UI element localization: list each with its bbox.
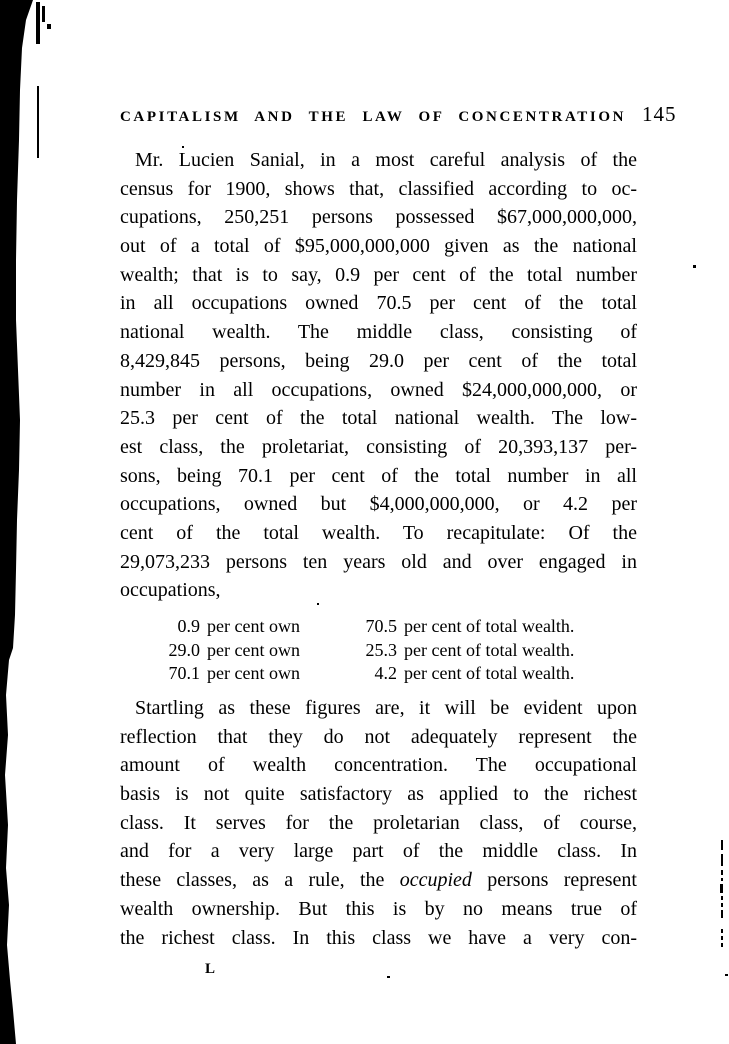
text-line: cupations, 250,251 persons possessed $67,000,000,000, bbox=[120, 206, 637, 229]
pct-own-value: 70.1 bbox=[168, 663, 200, 683]
pct-own-value: 0.9 bbox=[177, 616, 200, 636]
text-line: sons, being 70.1 per cent of the total number in all bbox=[120, 464, 637, 487]
pct-wealth-value: 70.5 bbox=[365, 616, 397, 636]
recap-table-row bbox=[120, 662, 574, 686]
text-line: number in all occupations, owned $24,000,000,000, or bbox=[120, 378, 637, 401]
paragraph-2 bbox=[120, 694, 637, 952]
binding-smudge-artifact bbox=[42, 6, 45, 22]
page-number: 145 bbox=[642, 102, 677, 126]
text-line: cent of the total wealth. To recapitulate: Of the bbox=[120, 521, 637, 544]
recap-table-row bbox=[120, 615, 574, 639]
paragraph-1 bbox=[120, 146, 637, 605]
text-line: national wealth. The middle class, consisting of bbox=[120, 321, 637, 344]
text-line-with-italic bbox=[120, 866, 637, 895]
text-line: Startling as these figures are, it will be evident upon bbox=[135, 697, 637, 719]
binding-smudge-artifact bbox=[36, 2, 40, 44]
pct-own-label: per cent own bbox=[207, 639, 300, 660]
pct-own-value: 29.0 bbox=[168, 639, 200, 660]
text-line: 29,073,233 persons ten years old and over engaged in bbox=[120, 550, 637, 573]
binding-smudge-artifact bbox=[37, 86, 39, 158]
running-head bbox=[120, 102, 677, 127]
pct-own-label: per cent own bbox=[207, 663, 300, 683]
text-line: est class, the proletariat, consisting of 20,393,137 per- bbox=[120, 435, 637, 458]
scan-dashed-line-artifact bbox=[720, 840, 723, 947]
pct-wealth-value: 4.2 bbox=[374, 663, 397, 683]
binding-shadow-artifact bbox=[0, 0, 33, 1044]
pct-wealth-value: 25.3 bbox=[365, 639, 397, 660]
text-line: 8,429,845 persons, being 29.0 per cent of the total bbox=[120, 349, 637, 372]
text-line: and for a very large part of the middle class. In bbox=[120, 840, 637, 863]
text-line: the richest class. In this class we have a very con- bbox=[120, 926, 637, 949]
text-line: occupations, owned but $4,000,000,000, or 4.2 per bbox=[120, 493, 637, 516]
italic-word: occupied bbox=[399, 869, 472, 892]
text-line: occupations, bbox=[120, 579, 221, 602]
text-line: amount of wealth concentration. The occupational bbox=[120, 754, 637, 777]
recap-table-row bbox=[120, 639, 574, 663]
printer-signature-mark: L bbox=[205, 961, 217, 977]
pct-wealth-label: per cent of total wealth. bbox=[404, 616, 575, 636]
text-line: wealth ownership. But this is by no means true of bbox=[120, 897, 637, 920]
pct-wealth-label: per cent of total wealth. bbox=[404, 639, 575, 660]
text-line: Mr. Lucien Sanial, in a most careful analysis of the bbox=[135, 149, 637, 171]
pct-wealth-label: per cent of total wealth. bbox=[404, 663, 575, 683]
text-segment: persons represent bbox=[471, 869, 637, 892]
text-line: in all occupations owned 70.5 per cent of the total bbox=[120, 292, 637, 315]
text-segment: these classes, as a rule, the bbox=[120, 869, 400, 892]
text-line: 25.3 per cent of the total national wealth. The low- bbox=[120, 407, 637, 430]
text-line: reflection that they do not adequately represent the bbox=[120, 725, 637, 748]
pct-own-label: per cent own bbox=[207, 616, 300, 636]
running-head-title: CAPITALISM AND THE LAW OF CONCENTRATION bbox=[120, 109, 627, 125]
text-line: out of a total of $95,000,000,000 given as the national bbox=[120, 235, 637, 258]
recap-table bbox=[120, 615, 574, 686]
text-line: class. It serves for the proletarian class, of course, bbox=[120, 811, 637, 834]
text-line: wealth; that is to say, 0.9 per cent of the total number bbox=[120, 263, 637, 286]
text-line: basis is not quite satisfactory as applied to the richest bbox=[120, 783, 637, 806]
text-line: census for 1900, shows that, classified according to oc- bbox=[120, 177, 637, 200]
binding-smudge-artifact bbox=[47, 24, 51, 29]
